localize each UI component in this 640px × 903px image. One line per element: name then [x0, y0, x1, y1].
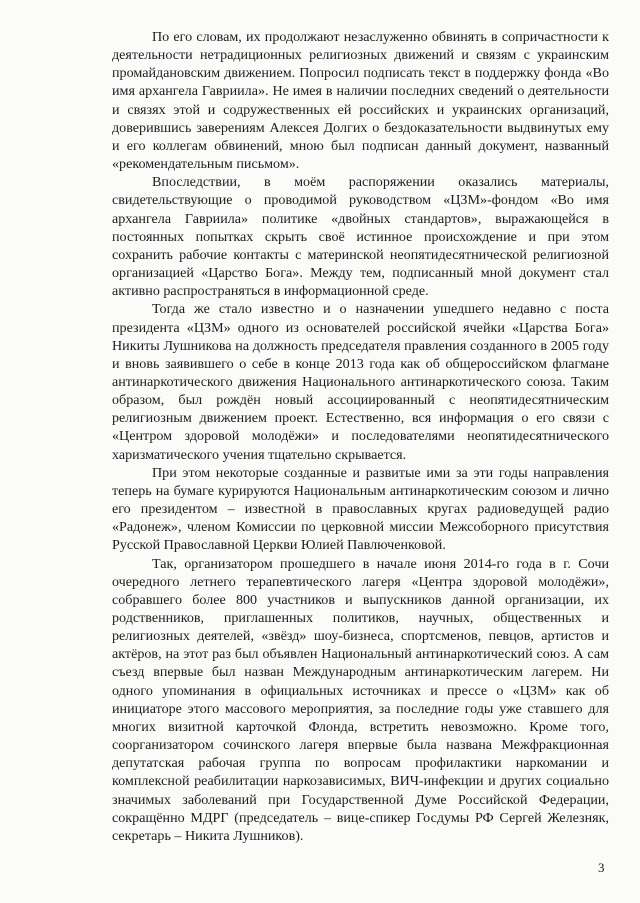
paragraph-4: При этом некоторые созданные и развитые ими за эти годы направления теперь на бумаге курируются Национальным антинаркотическим союзом и лично его президентом – известной в православных кругах радиоведущей радио «Радонеж», членом Комиссии по церковной миссии Межсоборного присутствия Русской Православной Церкви Юлией Павлюченковой.	[112, 464, 609, 554]
document-body	[112, 28, 609, 845]
paragraph-2: Впоследствии, в моём распоряжении оказались материалы, свидетельствующие о проводимой руководством «ЦЗМ»-фондом «Во имя архангела Гавриила» политике «двойных стандартов», выражающейся в постоянных попытках скрыть своё истинное происхождение и при этом сохранить рабочие контакты с материнской неопятидесятнической религиозной организацией «Царство Бога». Между тем, подписанный мной документ стал активно распространяться в информационной среде.	[112, 174, 609, 300]
page-number: 3	[598, 860, 605, 875]
paragraph-5: Так, организатором прошедшего в начале июня 2014-го года в г. Сочи очередного летнего терапевтического лагеря «Центра здоровой молодёжи», собравшего более 800 участников и выпускников данной организации, их родственников, приглашенных политиков, научных, общественных и религиозных деятелей, «звёзд» шоу-бизнеса, спортсменов, певцов, артистов и актёров, на этот раз был объявлен Национальный антинаркотический союз. А сам съезд впервые был назван Международным антинаркотическим лагерем. Ни одного упоминания в официальных источниках и прессе о «ЦЗМ» как об инициаторе этого массового мероприятия, за последние годы уже ставшего для многих визитной карточкой Флонда, встретить невозможно. Кроме того, соорганизатором сочинского лагеря впервые была названа Межфракционная депутатская рабочая группа по вопросам профилактики наркомании и комплексной реабилитации наркозависимых, ВИЧ-инфекции и других социально значимых заболеваний при Государственной Думе Российской Федерации, сокращённо МДРГ (председатель – вице-спикер Госдумы РФ Сергей Железняк, секретарь – Никита Лушников).	[112, 555, 609, 844]
paragraph-1: По его словам, их продолжают незаслуженно обвинять в сопричастности к деятельности нетрадиционных религиозных движений и связям с украинским промайдановским движением. Попросил подписать текст в поддержку фонда «Во имя архангела Гавриила». Не имея в наличии последних сведений о деятельности и связях этой и содружественных ей российских и украинских организаций, доверившись заверениям Алексея Долгих о бездоказательности выдвинутых ему и его коллегам обвинений, мною был подписан данный документ, названный «рекомендательным письмом».	[112, 29, 609, 173]
paragraph-3: Тогда же стало известно и о назначении ушедшего недавно с поста президента «ЦЗМ» одного из основателей российской ячейки «Царства Бога» Никиты Лушникова на должность председателя правления созданного в 2005 году и вновь заявившего о себе в конце 2013 года как об общероссийском флагмане антинаркотического движения Национального антинаркотического союза. Таким образом, был рождён новый ассоциированный с неопятидесятническим религиозным движением проект. Естественно, вся информация о его связи с «Центром здоровой молодёжи» и последователями неопятидесятнического харизматического учения тщательно скрывается.	[112, 301, 609, 463]
